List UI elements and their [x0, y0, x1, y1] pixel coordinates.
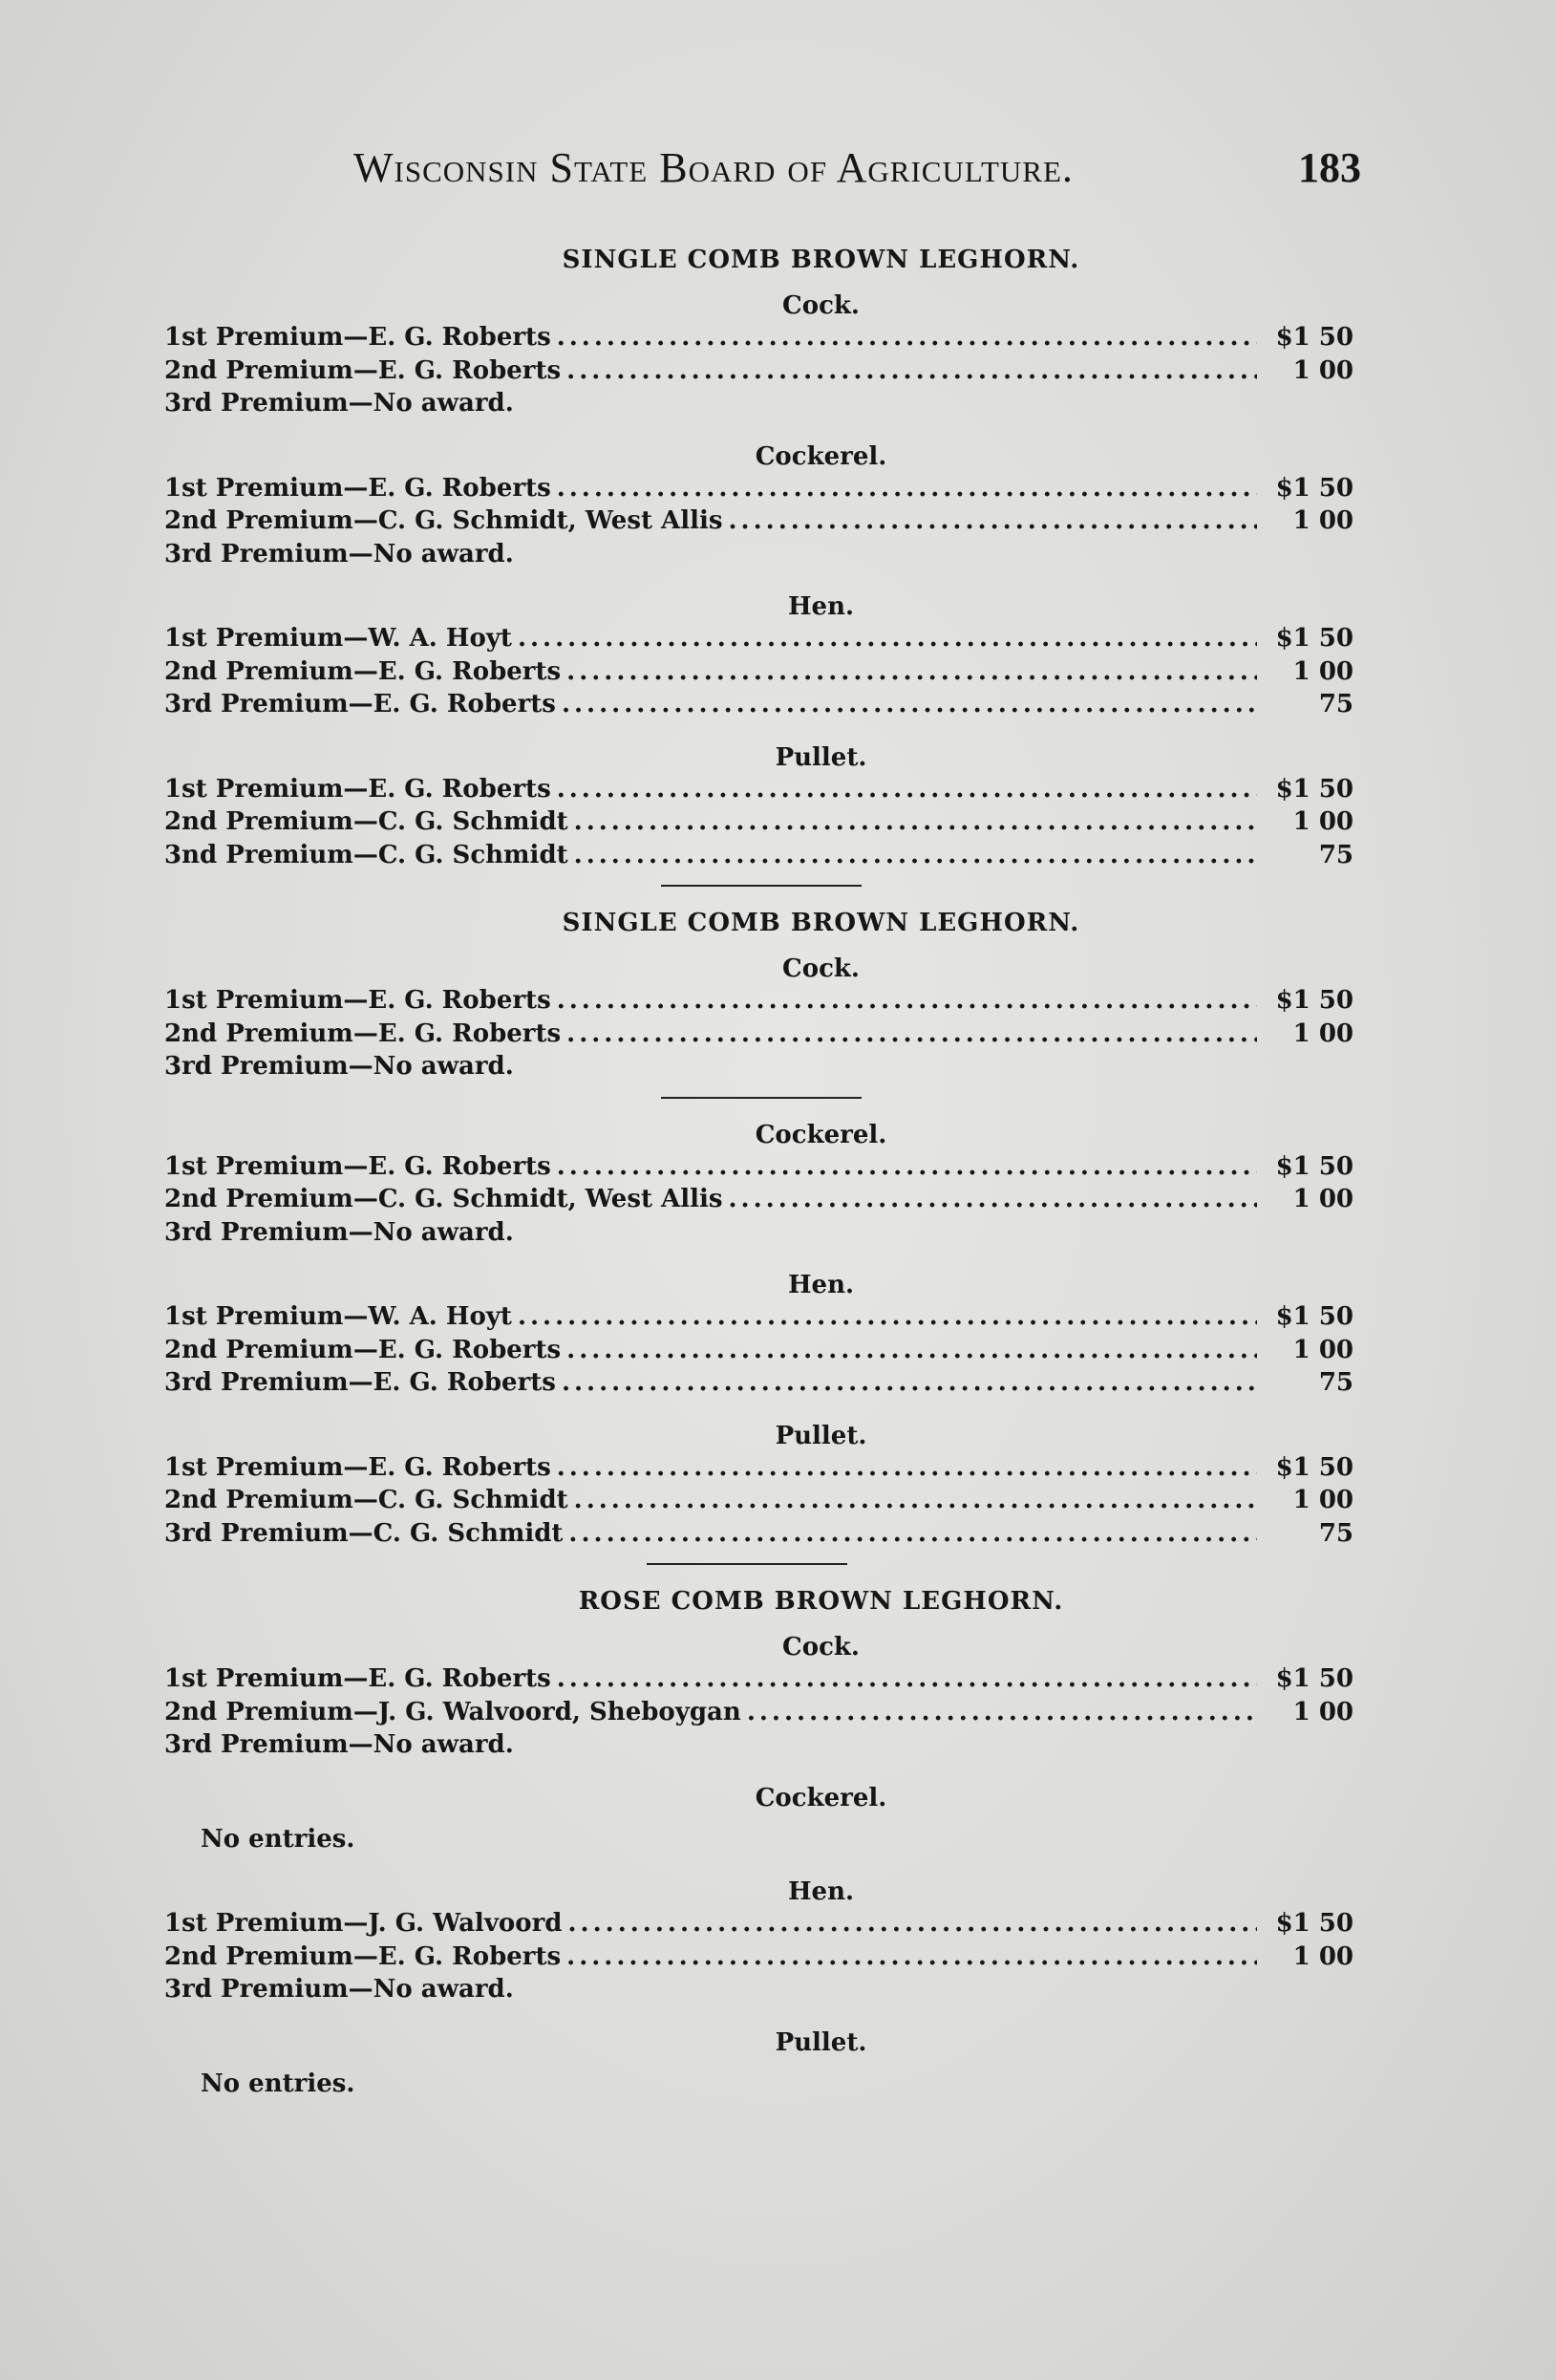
premium-label: 2nd Premium—C. G. Schmidt	[164, 807, 568, 836]
premium-row	[164, 354, 1354, 388]
page-number: 183	[1298, 144, 1361, 191]
class-heading: Cock.	[782, 1633, 860, 1662]
dot-leader	[574, 805, 1257, 839]
premium-row	[164, 1517, 1354, 1551]
premium-row	[164, 984, 1354, 1018]
premium-amount: $1 50	[1275, 1151, 1354, 1181]
premium-row	[164, 1662, 1354, 1696]
class-heading: Pullet.	[775, 2027, 867, 2057]
premium-label: 3rd Premium—E. G. Roberts	[164, 1368, 556, 1397]
premium-row	[164, 1940, 1354, 1974]
dot-leader	[566, 655, 1257, 689]
premium-label: 3nd Premium—C. G. Schmidt	[164, 840, 568, 869]
class-heading: Cockerel.	[755, 1120, 887, 1149]
premium-row	[164, 773, 1354, 806]
dot-leader	[562, 1366, 1257, 1400]
premium-lists	[164, 241, 1354, 2100]
premium-row	[164, 1216, 1354, 1250]
premium-label: 2nd Premium—E. G. Roberts	[164, 1018, 562, 1048]
premium-amount: 1 00	[1292, 506, 1354, 535]
premium-amount: $1 50	[1275, 1664, 1354, 1693]
premium-amount: 1 00	[1292, 1941, 1354, 1971]
premium-row	[164, 387, 1354, 420]
section-title: SINGLE COMB BROWN LEGHORN.	[562, 246, 1080, 274]
dot-leader	[557, 472, 1257, 505]
premium-row	[164, 688, 1354, 721]
premium-amount: 75	[1318, 690, 1354, 718]
dot-leader	[518, 1300, 1257, 1334]
premium-row	[164, 1300, 1354, 1334]
premium-row	[164, 1050, 1354, 1083]
dot-leader	[729, 504, 1258, 538]
premium-amount: 75	[1318, 840, 1354, 869]
class-heading: Hen.	[787, 1271, 855, 1299]
class-heading: Pullet.	[775, 742, 867, 772]
premium-amount: 75	[1318, 1368, 1354, 1397]
dot-leader	[574, 1484, 1257, 1517]
premium-label: 1st Premium—E. G. Roberts	[164, 1664, 551, 1693]
premium-row	[164, 1334, 1354, 1367]
premium-amount: $1 50	[1275, 1909, 1354, 1938]
premium-label: 2nd Premium—E. G. Roberts	[164, 355, 562, 385]
class-heading: Pullet.	[775, 1421, 867, 1450]
page-header	[353, 143, 1361, 201]
premium-label: 3rd Premium—No award.	[164, 1730, 514, 1759]
premium-label: 3rd Premium—No award.	[164, 389, 514, 418]
dot-leader	[729, 1183, 1258, 1216]
premium-row	[164, 839, 1354, 872]
dot-leader	[557, 1451, 1257, 1485]
premium-row	[164, 655, 1354, 689]
dot-leader	[567, 1907, 1257, 1940]
premium-label: 2nd Premium—C. G. Schmidt, West Allis	[164, 506, 723, 535]
section-title: ROSE COMB BROWN LEGHORN.	[578, 1587, 1064, 1616]
premium-amount: 1 00	[1292, 1335, 1354, 1364]
dot-leader	[518, 622, 1257, 655]
running-title: Wisconsin State Board of Agriculture.	[353, 144, 1074, 191]
premium-label: 1st Premium—E. G. Roberts	[164, 473, 551, 503]
premium-label: 2nd Premium—C. G. Schmidt	[164, 1486, 568, 1514]
class-heading: Hen.	[787, 1877, 855, 1906]
premium-row	[164, 321, 1354, 354]
dot-leader	[566, 354, 1257, 388]
premium-label: 3rd Premium—No award.	[164, 1217, 514, 1247]
premium-row	[164, 1366, 1354, 1400]
premium-amount: 1 00	[1292, 807, 1354, 836]
premium-row	[164, 538, 1354, 571]
dot-leader	[566, 1940, 1257, 1974]
premium-label: 3rd Premium—No award.	[164, 1975, 514, 2004]
premium-amount: 1 00	[1292, 1018, 1354, 1048]
premium-label: 3rd Premium—No award.	[164, 1052, 514, 1081]
section-title: SINGLE COMB BROWN LEGHORN.	[562, 909, 1080, 937]
premium-amount: 1 00	[1292, 1697, 1354, 1726]
premium-row	[164, 1018, 1354, 1051]
class-heading: Cock.	[782, 291, 860, 320]
dot-leader	[557, 321, 1257, 354]
class-heading: Cock.	[782, 954, 860, 983]
premium-label: 3rd Premium—C. G. Schmidt	[164, 1518, 564, 1548]
premium-amount: 1 00	[1292, 1185, 1354, 1213]
dot-leader	[566, 1018, 1257, 1051]
premium-label: 3rd Premium—No award.	[164, 539, 514, 568]
premium-row	[164, 1696, 1354, 1729]
premium-label: 2nd Premium—E. G. Roberts	[164, 656, 562, 686]
premium-amount: $1 50	[1275, 473, 1354, 503]
premium-label: 1st Premium—W. A. Hoyt	[164, 624, 512, 653]
premium-amount: 1 00	[1292, 656, 1354, 686]
premium-label: 2nd Premium—E. G. Roberts	[164, 1335, 562, 1364]
premium-label: 3rd Premium—E. G. Roberts	[164, 690, 556, 718]
premium-amount: 1 00	[1292, 1486, 1354, 1514]
no-entries-note: No entries.	[201, 2069, 355, 2098]
dot-leader	[566, 1334, 1257, 1367]
premium-row	[164, 805, 1354, 839]
premium-amount: $1 50	[1275, 624, 1354, 653]
section-divider	[661, 885, 862, 887]
premium-label: 1st Premium—E. G. Roberts	[164, 1151, 551, 1181]
premium-row	[164, 1728, 1354, 1762]
premium-row	[164, 472, 1354, 505]
premium-row	[164, 504, 1354, 538]
dot-leader	[574, 839, 1257, 872]
dot-leader	[557, 773, 1257, 806]
dot-leader	[557, 1662, 1257, 1696]
dot-leader	[747, 1696, 1257, 1729]
dot-leader	[557, 1150, 1257, 1184]
divider-rule	[661, 1097, 862, 1099]
premium-label: 1st Premium—E. G. Roberts	[164, 774, 551, 804]
dot-leader	[557, 984, 1257, 1018]
premium-amount: $1 50	[1275, 1302, 1354, 1331]
dot-leader	[562, 688, 1257, 721]
premium-label: 2nd Premium—E. G. Roberts	[164, 1941, 562, 1971]
no-entries-note: No entries.	[201, 1824, 355, 1854]
premium-amount: $1 50	[1275, 1452, 1354, 1482]
premium-amount: 75	[1318, 1518, 1354, 1548]
premium-label: 2nd Premium—J. G. Walvoord, Sheboygan	[164, 1697, 741, 1726]
premium-row	[164, 1907, 1354, 1940]
premium-amount: $1 50	[1275, 774, 1354, 804]
premium-amount: $1 50	[1275, 986, 1354, 1015]
premium-row	[164, 1150, 1354, 1184]
premium-row	[164, 1451, 1354, 1485]
premium-row	[164, 1973, 1354, 2006]
premium-row	[164, 1484, 1354, 1517]
class-heading: Cockerel.	[755, 441, 887, 471]
premium-label: 1st Premium—J. G. Walvoord	[164, 1909, 563, 1938]
premium-amount: $1 50	[1275, 323, 1354, 352]
section-divider	[647, 1563, 847, 1565]
dot-leader	[568, 1517, 1257, 1551]
class-heading: Hen.	[787, 592, 855, 621]
premium-row	[164, 1183, 1354, 1216]
premium-label: 2nd Premium—C. G. Schmidt, West Allis	[164, 1185, 723, 1213]
premium-label: 1st Premium—E. G. Roberts	[164, 986, 551, 1015]
premium-label: 1st Premium—E. G. Roberts	[164, 1452, 551, 1482]
class-heading: Cockerel.	[755, 1783, 887, 1812]
premium-amount: 1 00	[1292, 355, 1354, 385]
premium-label: 1st Premium—E. G. Roberts	[164, 323, 551, 352]
premium-label: 1st Premium—W. A. Hoyt	[164, 1302, 512, 1331]
premium-row	[164, 622, 1354, 655]
